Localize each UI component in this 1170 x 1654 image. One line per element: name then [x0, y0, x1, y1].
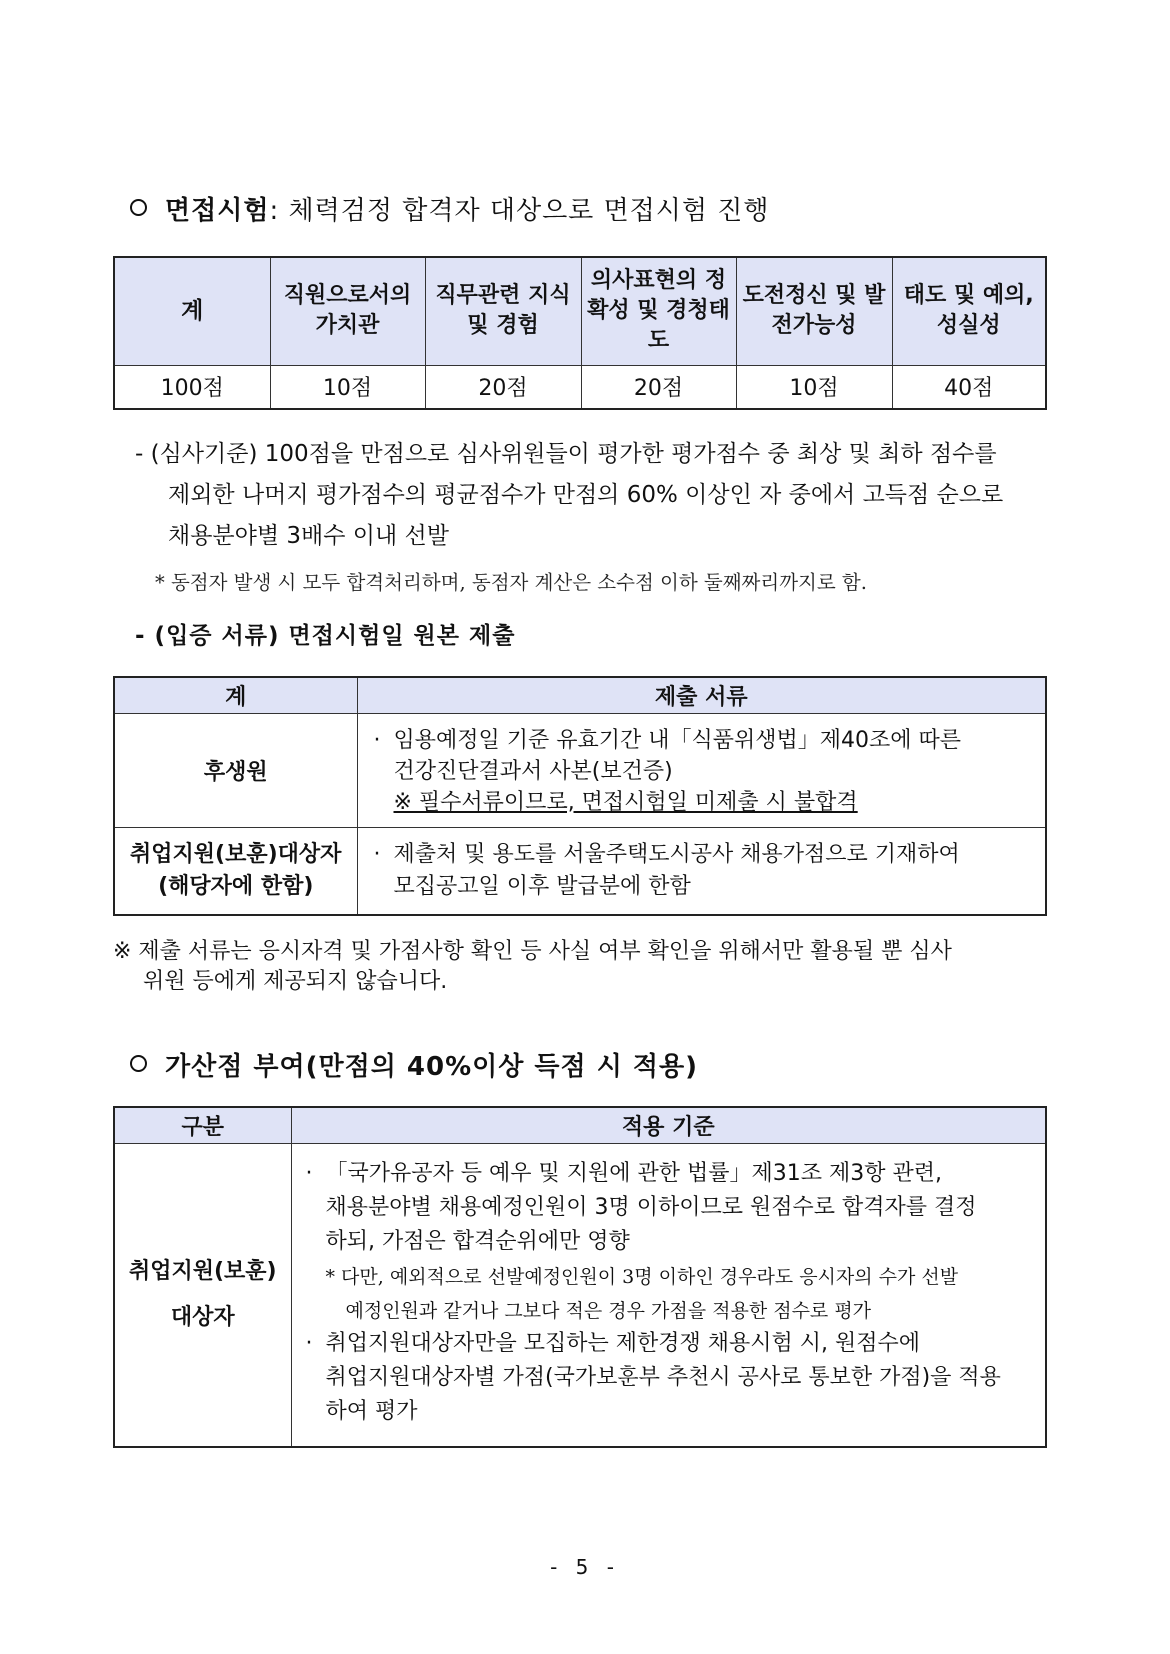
- criteria-note: * 동점자 발생 시 모두 합격처리하며, 동점자 계산은 소수점 이하 둘째짜리까지로 함.: [155, 571, 867, 594]
- criteria-line-2: 제외한 나머지 평가점수의 평균점수가 만점의 60% 이상인 자 중에서 고득점 순으로: [168, 482, 1004, 508]
- row-content-veterans: [357, 827, 1046, 915]
- criteria-line-1: - (심사기준) 100점을 만점으로 심사위원들이 평가한 평가점수 중 최상 및 최하 점수를: [135, 441, 997, 467]
- header-values: 직원으로서의 가치관: [270, 257, 425, 365]
- score-challenge: 10점: [736, 365, 892, 409]
- bonus-note-line-2: 예정인원과 같거나 그보다 적은 경우 가점을 적용한 점수로 평가: [345, 1299, 872, 1322]
- header-challenge: 도전정신 및 발전가능성: [736, 257, 892, 365]
- bonus-table: [113, 1106, 1047, 1448]
- header-attitude: 태도 및 예의, 성실성: [892, 257, 1046, 365]
- documents-col-2: 제출 서류: [357, 677, 1046, 713]
- header-expression: 의사표현의 정확성 및 경청태도: [581, 257, 736, 365]
- documents-col-1: 계: [114, 677, 357, 713]
- documents-footnote-2: 위원 등에게 제공되지 않습니다.: [143, 969, 448, 994]
- documents-header-row: [114, 677, 1046, 713]
- bonus-item-2-line-1: · 취업지원대상자만을 모집하는 제한경쟁 채용시험 시, 원점수에: [305, 1330, 921, 1356]
- bonus-section-title: 가산점 부여(만점의 40%이상 득점 시 적용): [130, 1046, 698, 1083]
- documents-row-veterans: [114, 827, 1046, 915]
- bonus-row-content: [291, 1143, 1046, 1447]
- veterans-line-2: 모집공고일 이후 발급분에 한함: [393, 873, 691, 899]
- bonus-row-veterans: [114, 1143, 1046, 1447]
- bonus-col-1: 구분: [114, 1107, 291, 1143]
- header-knowledge: 직무관련 지식 및 경험: [425, 257, 581, 365]
- score-attitude: 40점: [892, 365, 1046, 409]
- interview-score-table: [113, 256, 1047, 410]
- score-knowledge: 20점: [425, 365, 581, 409]
- bonus-header-row: [114, 1107, 1046, 1143]
- interview-title-rest: : 체력검정 합격자 대상으로 면접시험 진행: [269, 196, 770, 226]
- interview-section-title: [130, 190, 770, 227]
- documents-title: - (입증 서류) 면접시험일 원본 제출: [135, 623, 516, 649]
- circle-bullet-icon: [130, 1055, 147, 1072]
- bonus-note-line-1: * 다만, 예외적으로 선발예정인원이 3명 이하인 경우라도 응시자의 수가 선발: [325, 1265, 959, 1288]
- documents-footnote-1: ※ 제출 서류는 응시자격 및 가점사항 확인 등 사실 여부 확인을 위해서만 활용될 뿐 심사: [113, 939, 952, 964]
- welfare-line-3: ※ 필수서류이므로, 면접시험일 미제출 시 불합격: [393, 789, 858, 815]
- interview-score-row: [114, 365, 1046, 409]
- interview-header-row: [114, 257, 1046, 365]
- score-values: 10점: [270, 365, 425, 409]
- circle-bullet-icon: [130, 199, 147, 216]
- veterans-line-1: · 제출처 및 용도를 서울주택도시공사 채용가점으로 기재하여: [373, 841, 960, 867]
- welfare-line-1: · 임용예정일 기준 유효기간 내「식품위생법」제40조에 따른: [373, 727, 962, 753]
- bonus-item-2-line-2: 취업지원대상자별 가점(국가보훈부 추천시 공사로 통보한 가점)을 적용: [325, 1364, 1001, 1390]
- documents-table: [113, 676, 1047, 916]
- documents-row-welfare: [114, 713, 1046, 827]
- bonus-item-1-line-1: · 「국가유공자 등 예우 및 지원에 관한 법률」제31조 제3항 관련,: [305, 1160, 942, 1186]
- bonus-item-2-line-3: 하여 평가: [325, 1398, 418, 1424]
- score-expression: 20점: [581, 365, 736, 409]
- bonus-col-2: 적용 기준: [291, 1107, 1046, 1143]
- row-content-welfare: [357, 713, 1046, 827]
- page-number: - 5 -: [550, 1555, 620, 1579]
- welfare-line-2: 건강진단결과서 사본(보건증): [393, 758, 673, 784]
- score-total: 100점: [114, 365, 270, 409]
- interview-title-bold: 면접시험: [165, 196, 270, 226]
- row-label-veterans: 취업지원(보훈)대상자 (해당자에 한함): [114, 827, 357, 915]
- bonus-item-1-line-3: 하되, 가점은 합격순위에만 영향: [325, 1228, 630, 1254]
- header-total: 계: [114, 257, 270, 365]
- row-label-welfare: 후생원: [114, 713, 357, 827]
- criteria-line-3: 채용분야별 3배수 이내 선발: [168, 523, 449, 549]
- bonus-row-label: 취업지원(보훈) 대상자: [114, 1143, 291, 1447]
- bonus-item-1-line-2: 채용분야별 채용예정인원이 3명 이하이므로 원점수로 합격자를 결정: [325, 1194, 977, 1220]
